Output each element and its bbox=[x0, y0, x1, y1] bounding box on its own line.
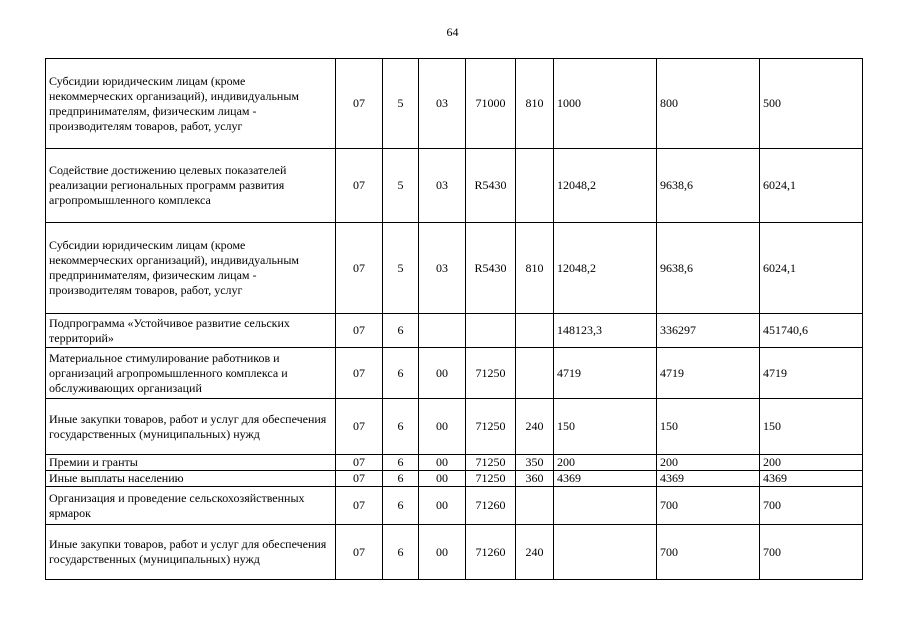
cell-vr bbox=[516, 149, 554, 223]
cell-year3: 700 bbox=[760, 525, 863, 580]
cell-year2: 4369 bbox=[657, 471, 760, 487]
table-row bbox=[46, 149, 863, 223]
cell-rz: 07 bbox=[336, 59, 383, 149]
cell-year1: 1000 bbox=[554, 59, 657, 149]
table-row bbox=[46, 455, 863, 471]
cell-pr: 5 bbox=[383, 149, 419, 223]
cell-year3: 500 bbox=[760, 59, 863, 149]
cell-year1: 12048,2 bbox=[554, 223, 657, 314]
row-name: Субсидии юридическим лицам (кроме некоммерческих организаций), индивидуальным предпринимателям, физическим лицам - производителям товаров, работ, услуг bbox=[46, 223, 336, 314]
cell-rz: 07 bbox=[336, 455, 383, 471]
cell-sub: 03 bbox=[419, 59, 466, 149]
cell-pr: 6 bbox=[383, 455, 419, 471]
cell-year3: 6024,1 bbox=[760, 149, 863, 223]
cell-csr: 71260 bbox=[466, 487, 516, 525]
cell-rz: 07 bbox=[336, 487, 383, 525]
cell-csr: 71250 bbox=[466, 455, 516, 471]
cell-vr: 360 bbox=[516, 471, 554, 487]
cell-rz: 07 bbox=[336, 223, 383, 314]
page-number: 64 bbox=[446, 25, 459, 39]
cell-vr: 240 bbox=[516, 525, 554, 580]
row-name: Организация и проведение сельскохозяйственных ярмарок bbox=[46, 487, 336, 525]
cell-year3: 451740,6 bbox=[760, 314, 863, 348]
cell-year1 bbox=[554, 525, 657, 580]
row-name: Содействие достижению целевых показателей реализации региональных программ развития агропромышленного комплекса bbox=[46, 149, 336, 223]
cell-year2: 150 bbox=[657, 399, 760, 455]
row-name: Иные закупки товаров, работ и услуг для обеспечения государственных (муниципальных) нужд bbox=[46, 399, 336, 455]
table-body bbox=[46, 59, 863, 580]
cell-year3: 4719 bbox=[760, 348, 863, 399]
cell-year1: 4719 bbox=[554, 348, 657, 399]
cell-csr: 71000 bbox=[466, 59, 516, 149]
cell-pr: 6 bbox=[383, 525, 419, 580]
cell-year2: 4719 bbox=[657, 348, 760, 399]
cell-sub: 00 bbox=[419, 487, 466, 525]
cell-sub: 03 bbox=[419, 223, 466, 314]
cell-pr: 6 bbox=[383, 348, 419, 399]
cell-year2: 9638,6 bbox=[657, 223, 760, 314]
cell-csr bbox=[466, 314, 516, 348]
cell-year2: 336297 bbox=[657, 314, 760, 348]
cell-sub: 00 bbox=[419, 455, 466, 471]
cell-sub bbox=[419, 314, 466, 348]
cell-vr: 240 bbox=[516, 399, 554, 455]
cell-rz: 07 bbox=[336, 399, 383, 455]
cell-sub: 03 bbox=[419, 149, 466, 223]
cell-year2: 700 bbox=[657, 525, 760, 580]
cell-pr: 6 bbox=[383, 471, 419, 487]
cell-year1: 200 bbox=[554, 455, 657, 471]
cell-csr: 71250 bbox=[466, 348, 516, 399]
cell-rz: 07 bbox=[336, 149, 383, 223]
row-name: Премии и гранты bbox=[46, 455, 336, 471]
cell-year3: 4369 bbox=[760, 471, 863, 487]
cell-sub: 00 bbox=[419, 348, 466, 399]
cell-pr: 6 bbox=[383, 487, 419, 525]
row-name: Подпрограмма «Устойчивое развитие сельских территорий» bbox=[46, 314, 336, 348]
cell-year3: 6024,1 bbox=[760, 223, 863, 314]
cell-year1 bbox=[554, 487, 657, 525]
cell-year2: 700 bbox=[657, 487, 760, 525]
table-row bbox=[46, 348, 863, 399]
table-row bbox=[46, 314, 863, 348]
cell-year3: 200 bbox=[760, 455, 863, 471]
cell-pr: 5 bbox=[383, 223, 419, 314]
cell-year1: 4369 bbox=[554, 471, 657, 487]
budget-table bbox=[45, 58, 863, 580]
row-name: Иные выплаты населению bbox=[46, 471, 336, 487]
table-row bbox=[46, 525, 863, 580]
cell-vr: 810 bbox=[516, 59, 554, 149]
row-name: Иные закупки товаров, работ и услуг для обеспечения государственных (муниципальных) нужд bbox=[46, 525, 336, 580]
cell-vr bbox=[516, 314, 554, 348]
cell-pr: 6 bbox=[383, 314, 419, 348]
cell-csr: 71260 bbox=[466, 525, 516, 580]
cell-rz: 07 bbox=[336, 314, 383, 348]
cell-year2: 800 bbox=[657, 59, 760, 149]
cell-year1: 148123,3 bbox=[554, 314, 657, 348]
cell-pr: 6 bbox=[383, 399, 419, 455]
cell-rz: 07 bbox=[336, 471, 383, 487]
table-row bbox=[46, 471, 863, 487]
cell-sub: 00 bbox=[419, 471, 466, 487]
cell-rz: 07 bbox=[336, 348, 383, 399]
cell-csr: R5430 bbox=[466, 149, 516, 223]
cell-year2: 200 bbox=[657, 455, 760, 471]
row-name: Субсидии юридическим лицам (кроме некоммерческих организаций), индивидуальным предпринимателям, физическим лицам - производителям товаров, работ, услуг bbox=[46, 59, 336, 149]
table-row bbox=[46, 487, 863, 525]
cell-csr: 71250 bbox=[466, 471, 516, 487]
cell-pr: 5 bbox=[383, 59, 419, 149]
cell-sub: 00 bbox=[419, 525, 466, 580]
table-row bbox=[46, 223, 863, 314]
cell-csr: R5430 bbox=[466, 223, 516, 314]
cell-year3: 700 bbox=[760, 487, 863, 525]
cell-vr: 350 bbox=[516, 455, 554, 471]
row-name: Материальное стимулирование работников и организаций агропромышленного комплекса и обслуживающих организаций bbox=[46, 348, 336, 399]
table-row bbox=[46, 399, 863, 455]
cell-csr: 71250 bbox=[466, 399, 516, 455]
cell-year1: 12048,2 bbox=[554, 149, 657, 223]
cell-vr bbox=[516, 487, 554, 525]
cell-year1: 150 bbox=[554, 399, 657, 455]
cell-rz: 07 bbox=[336, 525, 383, 580]
cell-year2: 9638,6 bbox=[657, 149, 760, 223]
table-row bbox=[46, 59, 863, 149]
cell-sub: 00 bbox=[419, 399, 466, 455]
cell-vr: 810 bbox=[516, 223, 554, 314]
cell-vr bbox=[516, 348, 554, 399]
cell-year3: 150 bbox=[760, 399, 863, 455]
